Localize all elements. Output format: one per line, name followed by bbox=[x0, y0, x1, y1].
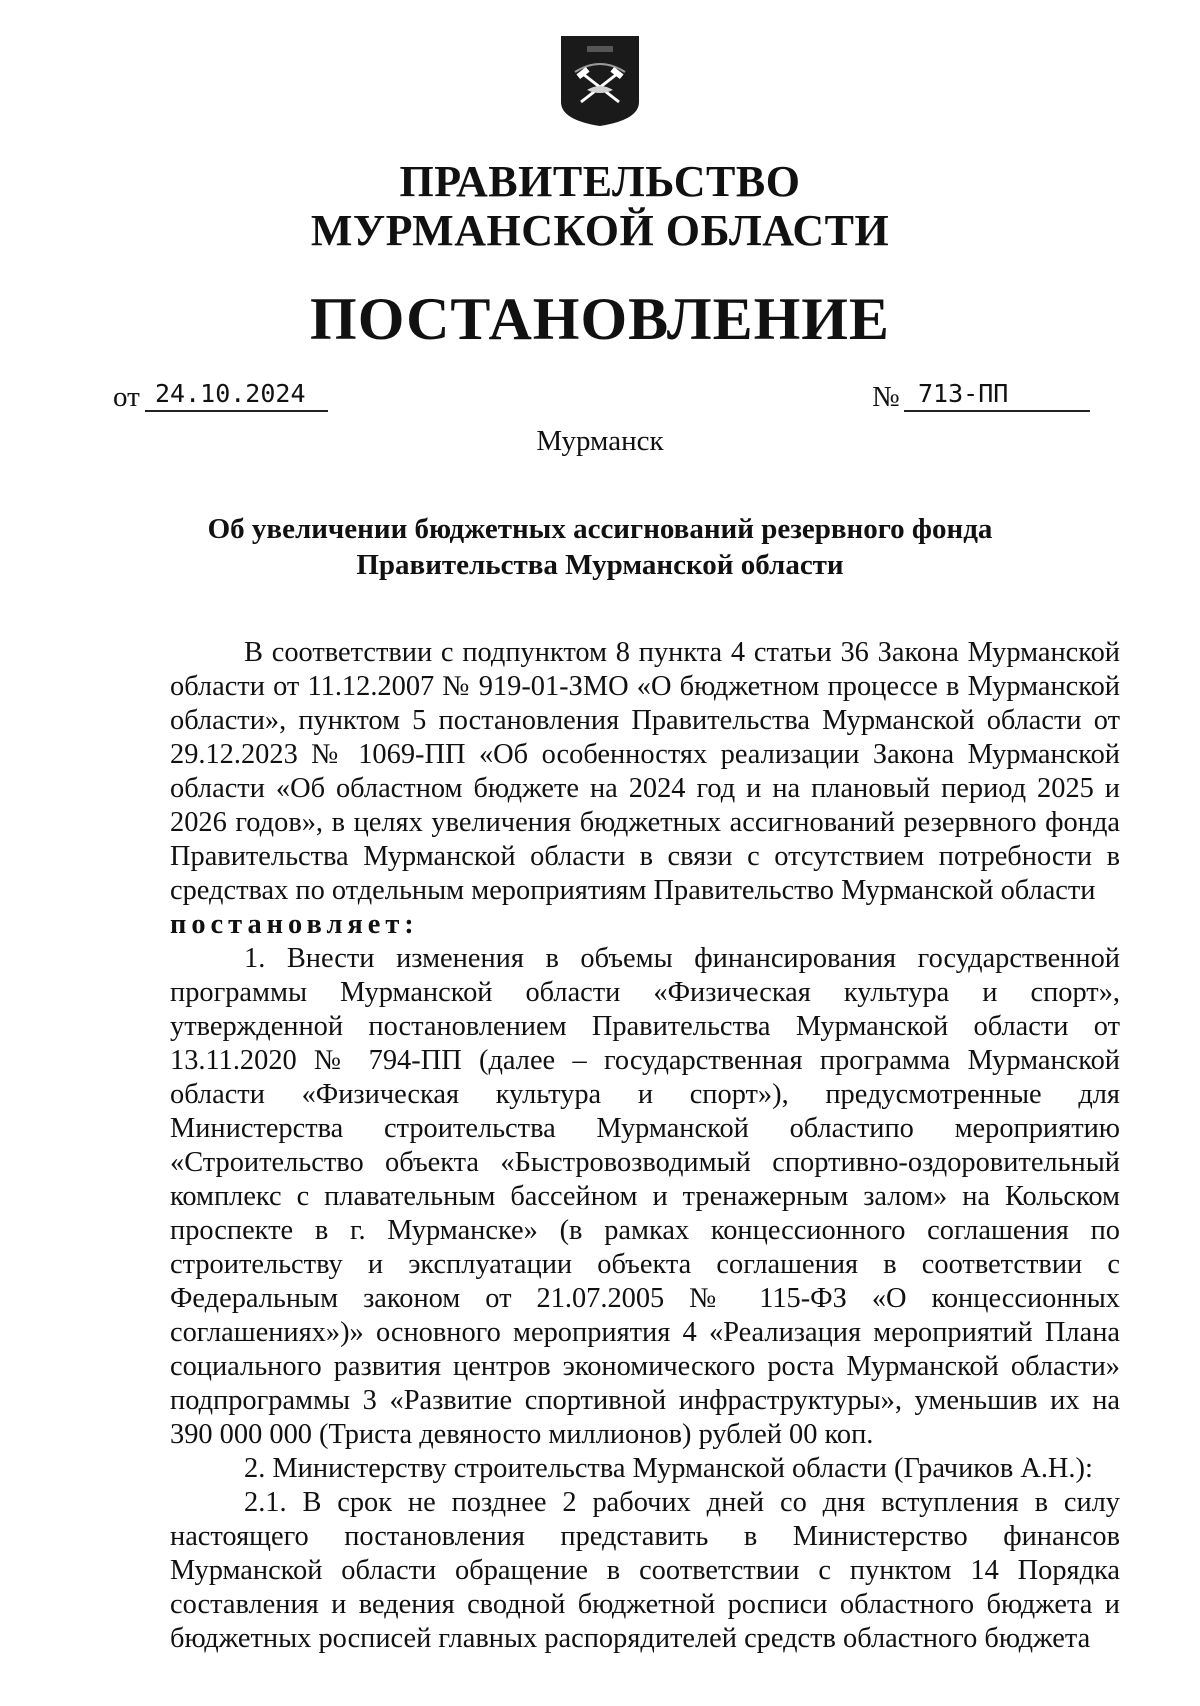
document-title bbox=[200, 511, 1000, 583]
preamble-paragraph: В соответствии с подпунктом 8 пункта 4 статьи 36 Закона Мурманской области от 11.12.2007 № 919-01-ЗМО «О бюджетном процессе в Мурманской области», пунктом 5 постановления Правительства Мурманской области от 29.12.2023 № 1069-ПП «Об особенностях реализации Закона Мурманской области «Об областном бюджете на 2024 год и на плановый период 2025 и 2026 годов», в целях увеличения бюджетных ассигнований резервного фонда Правительства Мурманской области в связи с отсутствием потребности в средствах по отдельным мероприятиям Правительство Мурманской области bbox=[170, 637, 1120, 906]
document-type: ПОСТАНОВЛЕНИЕ bbox=[310, 286, 890, 352]
coat-of-arms-graphic bbox=[557, 32, 643, 128]
resolves-word: постановляет: bbox=[170, 909, 419, 940]
document-title-line2: Правительства Мурманской области bbox=[356, 549, 844, 581]
item-1-paragraph: 1. Внести изменения в объемы финансирования государственной программы Мурманской области «Физическая культура и спорт», утвержденной постановлением Правительства Мурманской области от 13.11.2020 № 794-ПП (далее – государственная программа Мурманской области «Физическая культура и спорт»), предусмотренные для Министерства строительства Мурманской областипо мероприятию «Строительство объекта «Быстровозводимый спортивно-оздоровительный комплекс с плавательным бассейном и тренажерным залом» на Кольском проспекте в г. Мурманске» (в рамках концессионного соглашения по строительству и эксплуатации объекта соглашения в соответствии с Федеральным законом от 21.07.2005 № 115-ФЗ «О концессионных соглашениях»)» основного мероприятия 4 «Реализация мероприятий Плана социального развития центров экономического роста Мурманской области» подпрограммы 3 «Развитие спортивной инфраструктуры», уменьшив их на 390 000 000 (Триста девяносто миллионов) рублей 00 коп. bbox=[170, 943, 1120, 1450]
resolves-line bbox=[170, 908, 1120, 942]
number-underline bbox=[904, 410, 1090, 412]
organization-name-line1: ПРАВИТЕЛЬСТВО bbox=[399, 157, 801, 206]
document-date: 24.10.2024 bbox=[155, 379, 306, 408]
city: Мурманск bbox=[536, 425, 664, 457]
organization-name-line2: МУРМАНСКОЙ ОБЛАСТИ bbox=[310, 206, 890, 255]
number-label: № bbox=[872, 381, 900, 413]
date-underline bbox=[145, 410, 328, 412]
coat-of-arms-icon bbox=[557, 32, 643, 128]
item-2-paragraph: 2. Министерству строительства Мурманской области (Грачиков А.Н.): bbox=[244, 1453, 1093, 1484]
date-label: от bbox=[113, 381, 140, 413]
document-body bbox=[170, 636, 1120, 1656]
document-number: 713-ПП bbox=[918, 379, 1009, 408]
item-2-1-paragraph: 2.1. В срок не позднее 2 рабочих дней со дня вступления в силу настоящего постановления представить в Министерство финансов Мурманской области обращение в соответствии с пунктом 14 Порядка составления и ведения сводной бюджетной росписи областного бюджета и бюджетных росписей главных распорядителей средств областного бюджета bbox=[170, 1487, 1120, 1654]
document-title-line1: Об увеличении бюджетных ассигнований резервного фонда bbox=[207, 513, 993, 545]
